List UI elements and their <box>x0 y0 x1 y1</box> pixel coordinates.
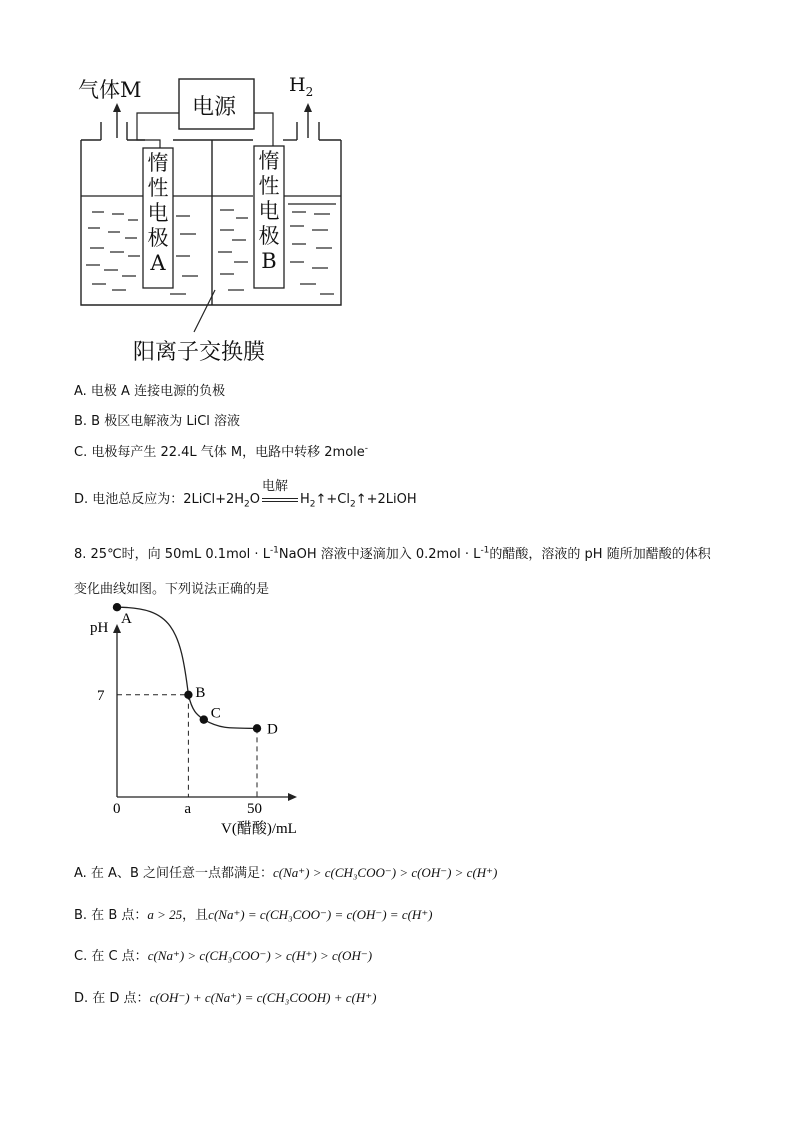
q8-stem-line1: 8. 25℃时，向 50mL $0.1mol \cdot L^{-1}NaOH$ 溶液中逐滴加入 $0.2mol \cdot L^{-1}$的醋酸，溶液的 pH 随所加醋酸的体积 <box>74 545 711 562</box>
wire-left <box>137 113 179 148</box>
point-label-c: C <box>210 705 221 722</box>
x-tick-a: a <box>184 801 192 817</box>
cell-container <box>81 140 341 305</box>
wire-right <box>254 113 273 146</box>
electrode-a-label: 惰 性 电 极 A <box>147 151 169 275</box>
y-tick-7: 7 <box>97 687 105 704</box>
q7-option-b: B. B 极区电解液为 LiCl 溶液 <box>74 414 241 429</box>
q8-option-a: A. 在 A、B 之间任意一点都满足：c(Na⁺) > c(CH₃COO⁻) > c(OH⁻) > c(H⁺) <box>74 865 498 881</box>
q7-option-d: D. 电池总反应为：$2LiCl+2H_2O$ 电解 $H_2↑+Cl_2↑+2LiOH$ <box>74 479 417 510</box>
point-c <box>200 715 208 723</box>
q8-stem-line2: 变化曲线如图。下列说法正确的是 <box>74 582 270 597</box>
membrane-label: 阳离子交换膜 <box>133 340 266 365</box>
q8-option-b: B. 在 B 点：a > 25，且c(Na⁺) = c(CH₃COO⁻) = c(OH⁻) = c(H⁺) <box>74 907 433 923</box>
h2-label: $H_2$ <box>289 74 314 99</box>
x-tick-0: 0 <box>113 801 121 817</box>
liquid-dashes-left <box>86 212 198 294</box>
point-a <box>113 603 121 611</box>
q7-option-a: A. 电极 A 连接电源的负极 <box>74 384 226 399</box>
q8-option-d: D. 在 D 点：c(OH⁻) + c(Na⁺) = c(CH₃COOH) + c(H⁺) <box>74 990 377 1006</box>
electrolysis-diagram <box>0 0 794 380</box>
point-label-d: D <box>267 721 278 738</box>
x-tick-50: 50 <box>247 801 262 817</box>
y-axis-label: pH <box>90 620 109 636</box>
q7-option-c: C. 电极每产生 22.4L 气体 M，电路中转移 2mole- <box>74 443 369 460</box>
ph-titration-chart <box>0 600 400 840</box>
x-axis-label: V(醋酸)/mL <box>221 821 297 837</box>
point-label-a: A <box>121 611 132 628</box>
x-axis-arrow <box>288 793 297 801</box>
membrane-pointer <box>194 290 215 332</box>
electrode-b-label: 惰 性 电 极 B <box>258 149 280 273</box>
ph-curve <box>117 607 257 728</box>
point-b <box>184 691 192 699</box>
q8-option-c: C. 在 C 点：c(Na⁺) > c(CH₃COO⁻) > c(H⁺) > c(OH⁻) <box>74 948 373 964</box>
power-label: 电源 <box>192 95 237 120</box>
point-label-b: B <box>195 684 206 701</box>
electrolysis-condition: 电解 <box>260 492 300 507</box>
gas-m-label: 气体M <box>78 78 142 102</box>
point-d <box>253 724 261 732</box>
y-axis-arrow <box>113 624 121 633</box>
